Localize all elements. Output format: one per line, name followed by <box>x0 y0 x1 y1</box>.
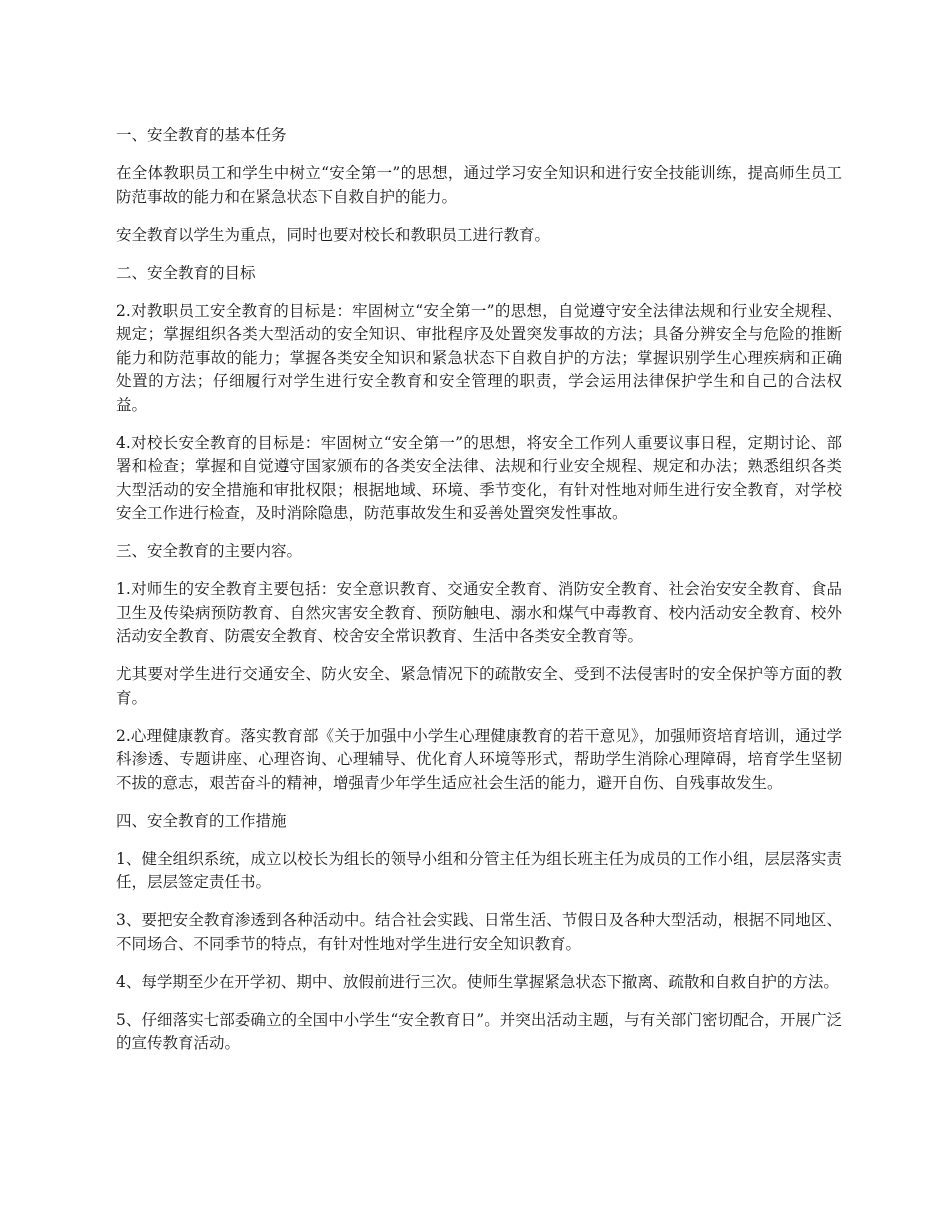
paragraph-task-description: 在全体教职员工和学生中树立“安全第一”的思想，通过学习安全知识和进行安全技能训练，提高师生员工防范事故的能力和在紧急状态下自救自护的能力。 <box>116 164 842 206</box>
section-heading-3: 三、安全教育的主要内容。 <box>116 542 303 560</box>
paragraph-principal-goals: 4.对校长安全教育的目标是：牢固树立“安全第一”的思想，将安全工作列人重要议事日程，定期讨论、部署和检查；掌握和自觉遵守国家颁布的各类安全法律、法规和行业安全规程、规定和办法；熟悉组织各类大型活动的安全措施和审批权限；根据地域、环境、季节变化，有针对性地对师生进行安全教育，对学校安全工作进行检查，及时消除隐患，防范事故发生和妥善处置突发性事故。 <box>116 433 842 522</box>
paragraph-content-list: 1.对师生的安全教育主要包括：安全意识教育、交通安全教育、消防安全教育、社会治安安全教育、食品卫生及传染病预防教育、自然灾害安全教育、预防触电、溺水和煤气中毒教育、校内活动安全教育、校外活动安全教育、防震安全教育、校舍安全常识教育、生活中各类安全教育等。 <box>116 580 842 645</box>
paragraph-focus: 安全教育以学生为重点，同时也要对校长和教职员工进行教育。 <box>116 225 551 244</box>
paragraph-measure-3: 3、要把安全教育渗透到各种活动中。结合社会实践、日常生活、节假日及各种大型活动，根据不同地区、不同场合、不同季节的特点，有针对性地对学生进行安全知识教育。 <box>116 911 842 953</box>
paragraph-mental-health: 2.心理健康教育。落实教育部《关于加强中小学生心理健康教育的若干意见》，加强师资培育培训，通过学科渗透、专题讲座、心理咨询、心理辅导、优化育人环境等形式，帮助学生消除心理障碍，培育学生坚韧不拔的意志，艰苦奋斗的精神，增强青少年学生适应社会生活的能力，避开自伤、自残事故发生。 <box>116 726 842 792</box>
paragraph-measure-1: 1、健全组织系统，成立以校长为组长的领导小组和分管主任为组长班主任为成员的工作小组，层层落实责任，层层签定责任书。 <box>116 849 842 891</box>
section-heading-1: 一、安全教育的基本任务 <box>116 126 287 144</box>
paragraph-measure-4: 4、每学期至少在开学初、期中、放假前进行三次。使师生掌握紧急状态下撤离、疏散和自救自护的方法。 <box>116 972 839 991</box>
section-heading-2: 二、安全教育的目标 <box>116 263 256 282</box>
paragraph-student-emphasis: 尤其要对学生进行交通安全、防火安全、紧急情况下的疏散安全、受到不法侵害时的安全保护等方面的教育。 <box>116 665 842 707</box>
document-page <box>116 124 842 1070</box>
paragraph-staff-goals: 2.对教职员工安全教育的目标是：牢固树立“安全第一”的思想，自觉遵守安全法律法规和行业安全规程、规定；掌握组织各类大型活动的安全知识、审批程序及处置突发事故的方法；具备分辨安全与危险的推断能力和防范事故的能力；掌握各类安全知识和紧急状态下自救自护的方法；掌握识别学生心理疾病和正确处置的方法；仔细履行对学生进行安全教育和安全管理的职责，学会运用法律保护学生和自己的合法权益。 <box>116 301 842 414</box>
paragraph-measure-5: 5、仔细落实七部委确立的全国中小学生“安全教育日”。并突出活动主题，与有关部门密切配合，开展广泛的宣传教育活动。 <box>116 1010 842 1052</box>
section-heading-4: 四、安全教育的工作措施 <box>116 811 287 830</box>
